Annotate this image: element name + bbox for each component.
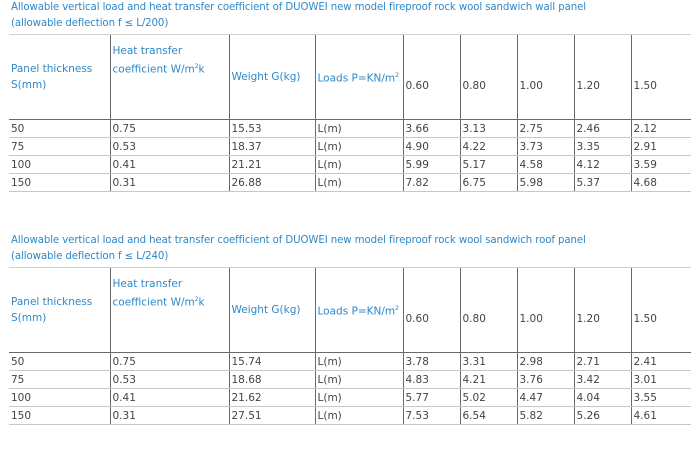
- cell-weight: 18.68: [229, 371, 315, 389]
- header-load-080: 0.80: [460, 268, 517, 353]
- table-row: [9, 371, 691, 389]
- cell-heat-coefficient: 0.53: [110, 138, 229, 156]
- cell-unit: L(m): [315, 407, 403, 425]
- cell-weight: 21.62: [229, 389, 315, 407]
- table-row: [9, 389, 691, 407]
- wall-panel-section: [9, 0, 691, 192]
- wall-panel-caption: [9, 0, 691, 32]
- caption-deflection: (allowable deflection f ≤ L/240): [11, 251, 169, 262]
- cell-weight: 15.53: [229, 120, 315, 138]
- cell-span-150: 4.61: [631, 407, 691, 425]
- cell-span-080: 6.75: [460, 174, 517, 192]
- header-load-100: 1.00: [517, 35, 574, 120]
- header-heat-coefficient: Heat transfer coefficient $W/m^2k$: [110, 268, 229, 353]
- cell-span-150: 3.01: [631, 371, 691, 389]
- cell-heat-coefficient: 0.41: [110, 389, 229, 407]
- header-heat-coefficient: Heat transfer coefficient $W/m^2k$: [110, 35, 229, 120]
- cell-span-100: 5.82: [517, 407, 574, 425]
- cell-weight: 26.88: [229, 174, 315, 192]
- cell-span-150: 3.55: [631, 389, 691, 407]
- header-weight: Weight G(kg): [229, 268, 315, 353]
- header-weight: Weight G(kg): [229, 35, 315, 120]
- cell-span-150: 2.12: [631, 120, 691, 138]
- wall-panel-table: [9, 34, 691, 192]
- header-loads: Loads $P=KN/m^2$: [315, 268, 403, 353]
- roof-panel-rows: [9, 353, 691, 425]
- cell-span-060: 7.53: [403, 407, 460, 425]
- header-thickness: Panel thickness S(mm): [9, 268, 110, 353]
- cell-span-120: 4.04: [574, 389, 631, 407]
- cell-span-150: 4.68: [631, 174, 691, 192]
- roof-panel-table: [9, 267, 691, 425]
- cell-thickness: 75: [9, 138, 110, 156]
- caption-title: Allowable vertical load and heat transfer coefficient of DUOWEI new model fireproof rock wool sandwich wall panel: [11, 2, 586, 13]
- table-row: [9, 174, 691, 192]
- wall-panel-rows: [9, 120, 691, 192]
- cell-span-100: 4.47: [517, 389, 574, 407]
- header-load-120: 1.20: [574, 35, 631, 120]
- cell-unit: L(m): [315, 174, 403, 192]
- header-load-150: 1.50: [631, 268, 691, 353]
- header-thickness: Panel thickness S(mm): [9, 35, 110, 120]
- caption-deflection: (allowable deflection f ≤ L/200): [11, 18, 169, 29]
- header-loads: Loads $P=KN/m^2$: [315, 35, 403, 120]
- roof-panel-section: [9, 233, 691, 425]
- cell-thickness: 50: [9, 353, 110, 371]
- cell-thickness: 100: [9, 156, 110, 174]
- cell-span-100: 3.73: [517, 138, 574, 156]
- cell-span-060: 4.83: [403, 371, 460, 389]
- cell-span-060: 7.82: [403, 174, 460, 192]
- cell-span-100: 2.75: [517, 120, 574, 138]
- cell-span-080: 5.17: [460, 156, 517, 174]
- cell-unit: L(m): [315, 138, 403, 156]
- cell-span-100: 5.98: [517, 174, 574, 192]
- cell-span-060: 4.90: [403, 138, 460, 156]
- caption-title: Allowable vertical load and heat transfer coefficient of DUOWEI new model fireproof rock wool sandwich roof panel: [11, 235, 586, 246]
- cell-span-060: 3.66: [403, 120, 460, 138]
- cell-unit: L(m): [315, 389, 403, 407]
- cell-span-080: 4.22: [460, 138, 517, 156]
- cell-weight: 27.51: [229, 407, 315, 425]
- table-row: [9, 156, 691, 174]
- cell-thickness: 100: [9, 389, 110, 407]
- cell-span-060: 5.77: [403, 389, 460, 407]
- header-load-120: 1.20: [574, 268, 631, 353]
- cell-thickness: 50: [9, 120, 110, 138]
- cell-span-100: 2.98: [517, 353, 574, 371]
- header-load-080: 0.80: [460, 35, 517, 120]
- cell-span-080: 3.13: [460, 120, 517, 138]
- cell-span-080: 4.21: [460, 371, 517, 389]
- cell-weight: 18.37: [229, 138, 315, 156]
- cell-span-120: 5.37: [574, 174, 631, 192]
- cell-thickness: 150: [9, 407, 110, 425]
- cell-span-080: 3.31: [460, 353, 517, 371]
- cell-span-150: 2.41: [631, 353, 691, 371]
- cell-heat-coefficient: 0.75: [110, 120, 229, 138]
- cell-span-120: 2.71: [574, 353, 631, 371]
- header-load-060: 0.60: [403, 35, 460, 120]
- cell-heat-coefficient: 0.31: [110, 407, 229, 425]
- cell-thickness: 75: [9, 371, 110, 389]
- cell-span-120: 2.46: [574, 120, 631, 138]
- roof-panel-caption: [9, 233, 691, 265]
- table-row: [9, 138, 691, 156]
- table-row: [9, 407, 691, 425]
- table-row: [9, 353, 691, 371]
- cell-thickness: 150: [9, 174, 110, 192]
- cell-unit: L(m): [315, 156, 403, 174]
- cell-weight: 21.21: [229, 156, 315, 174]
- cell-span-080: 5.02: [460, 389, 517, 407]
- cell-span-120: 3.42: [574, 371, 631, 389]
- table-header-row: [9, 268, 691, 353]
- cell-unit: L(m): [315, 371, 403, 389]
- cell-heat-coefficient: 0.75: [110, 353, 229, 371]
- cell-unit: L(m): [315, 120, 403, 138]
- cell-span-120: 4.12: [574, 156, 631, 174]
- cell-span-100: 4.58: [517, 156, 574, 174]
- cell-unit: L(m): [315, 353, 403, 371]
- cell-span-150: 3.59: [631, 156, 691, 174]
- cell-span-060: 3.78: [403, 353, 460, 371]
- cell-span-060: 5.99: [403, 156, 460, 174]
- cell-heat-coefficient: 0.31: [110, 174, 229, 192]
- table-header-row: [9, 35, 691, 120]
- cell-span-120: 5.26: [574, 407, 631, 425]
- table-row: [9, 120, 691, 138]
- cell-span-080: 6.54: [460, 407, 517, 425]
- cell-span-120: 3.35: [574, 138, 631, 156]
- cell-heat-coefficient: 0.53: [110, 371, 229, 389]
- cell-span-100: 3.76: [517, 371, 574, 389]
- header-load-100: 1.00: [517, 268, 574, 353]
- cell-span-150: 2.91: [631, 138, 691, 156]
- header-load-060: 0.60: [403, 268, 460, 353]
- cell-heat-coefficient: 0.41: [110, 156, 229, 174]
- header-load-150: 1.50: [631, 35, 691, 120]
- cell-weight: 15.74: [229, 353, 315, 371]
